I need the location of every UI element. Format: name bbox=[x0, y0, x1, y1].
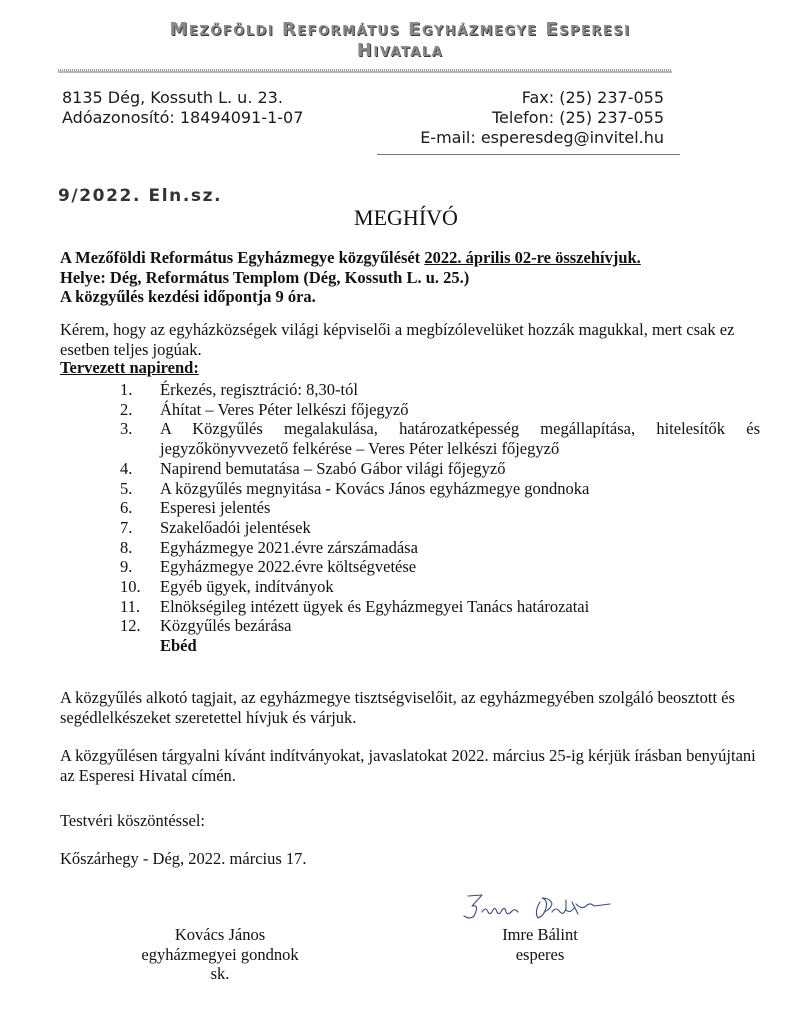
agenda-item-number: 1. bbox=[120, 380, 133, 399]
agenda-item-text: Szakelőadói jelentések bbox=[160, 517, 311, 537]
agenda-item-number: 10. bbox=[120, 577, 141, 597]
agenda-item bbox=[120, 380, 760, 400]
agenda-item bbox=[120, 459, 760, 479]
agenda-list bbox=[120, 380, 760, 656]
signatory-right bbox=[440, 925, 640, 964]
handwritten-signature bbox=[460, 890, 620, 924]
agenda-item bbox=[120, 518, 760, 538]
agenda-item-number: 12. bbox=[120, 616, 141, 636]
announcement-text: A Mezőföldi Református Egyházmegye közgyűlését bbox=[60, 248, 425, 267]
agenda-item-number: 7. bbox=[120, 517, 133, 537]
signatory-left-role: egyházmegyei gondnok bbox=[141, 944, 299, 964]
address: 8135 Dég, Kossuth L. u. 23. bbox=[62, 88, 283, 107]
request-paragraph: Kérem, hogy az egyházközségek világi képviselői a megbízólevelüket hozzák magukkal, mert csak ez esetben teljes jogúak. bbox=[60, 320, 735, 359]
signatory-left-note: sk. bbox=[210, 964, 230, 983]
document-title: MEGHÍVÓ bbox=[354, 205, 458, 230]
email: E-mail: esperesdeg@invitel.hu bbox=[420, 128, 664, 147]
contact-divider bbox=[377, 154, 680, 155]
invitation-paragraph: A közgyűlés alkotó tagjait, az egyházmegye tisztségviselőit, az egyházmegyében szolgáló beosztott és segédlelkészeket szeretettel hívjuk és várjuk. bbox=[60, 688, 735, 727]
agenda-item bbox=[120, 616, 760, 636]
agenda-item-number: 5. bbox=[120, 478, 133, 498]
meeting-date: 2022. április 02-re összehívjuk. bbox=[424, 248, 641, 267]
agenda-item-text: Napirend bemutatása – Szabó Gábor világi főjegyző bbox=[160, 458, 506, 478]
agenda-item-text: Áhítat – Veres Péter lelkészi főjegyző bbox=[160, 399, 409, 419]
letterhead-divider bbox=[58, 69, 672, 73]
agenda-item-number: 8. bbox=[120, 537, 133, 557]
agenda-item-text: Érkezés, regisztráció: 8,30-tól bbox=[160, 380, 358, 399]
meeting-announcement bbox=[60, 248, 760, 268]
agenda-item bbox=[120, 557, 760, 577]
agenda-item bbox=[120, 577, 760, 597]
agenda-item-text: Egyéb ügyek, indítványok bbox=[160, 577, 334, 597]
agenda-item-number: 11. bbox=[120, 596, 141, 616]
signatory-left-name: Kovács János bbox=[174, 925, 266, 944]
agenda-item-number: 6. bbox=[120, 498, 133, 518]
agenda-item-number: 9. bbox=[120, 557, 133, 577]
agenda-item-number: 2. bbox=[120, 399, 133, 419]
agenda-item-text: Egyházmegye 2022.évre költségvetése bbox=[160, 557, 417, 577]
signatory-right-name: Imre Bálint bbox=[502, 925, 578, 944]
agenda-item bbox=[120, 597, 760, 617]
agenda-item-text: Közgyűlés bezárása bbox=[160, 616, 292, 636]
fax: Fax: (25) 237-055 bbox=[521, 88, 664, 107]
agenda-item bbox=[120, 419, 760, 458]
agenda-item bbox=[120, 538, 760, 558]
letterhead-contact-left bbox=[62, 88, 303, 128]
signatory-right-role: esperes bbox=[515, 944, 565, 964]
agenda-item bbox=[120, 479, 760, 499]
agenda-item-text: A Közgyűlés megalakulása, határozatképesség megállapítása, hitelesítők és jegyzőkönyvvezető felkérése – Veres Péter lelkészi főjegyző bbox=[160, 419, 760, 459]
place-and-date: Kőszárhegy - Dég, 2022. március 17. bbox=[60, 849, 307, 868]
agenda-item bbox=[120, 400, 760, 420]
agenda-item-number: 4. bbox=[120, 458, 133, 478]
letterhead-title-line2: Hivatala bbox=[356, 40, 444, 61]
letterhead-title-line1: Mezőföldi Református Egyházmegye Esperesi bbox=[169, 19, 631, 40]
agenda-item-text: Egyházmegye 2021.évre zárszámadása bbox=[160, 537, 418, 557]
motions-paragraph: A közgyűlésen tárgyalni kívánt indítványokat, javaslatokat 2022. március 25-ig kérjük írásban benyújtani az Esperesi Hivatal címén. bbox=[60, 746, 756, 785]
letterhead-contact-right bbox=[380, 88, 664, 148]
agenda-item-text: Elnökségileg intézett ügyek és Egyházmegyei Tanács határozatai bbox=[160, 596, 590, 616]
agenda-heading: Tervezett napirend: bbox=[60, 358, 199, 377]
greeting: Testvéri köszöntéssel: bbox=[60, 811, 206, 830]
agenda-item-text: A közgyűlés megnyitása - Kovács János egyházmegye gondnoka bbox=[160, 478, 590, 498]
agenda-item-text: Esperesi jelentés bbox=[160, 498, 271, 518]
reference-number: 9/2022. Eln.sz. bbox=[58, 186, 223, 206]
phone: Telefon: (25) 237-055 bbox=[491, 108, 664, 127]
agenda-item bbox=[120, 498, 760, 518]
agenda-item-number: 3. bbox=[120, 419, 133, 439]
agenda-closing-item: Ebéd bbox=[160, 636, 197, 656]
signatory-left bbox=[100, 925, 340, 984]
meeting-details bbox=[60, 248, 760, 307]
meeting-start-time: A közgyűlés kezdési időpontja 9 óra. bbox=[60, 287, 316, 306]
meeting-location: Helye: Dég, Református Templom (Dég, Kossuth L. u. 25.) bbox=[60, 267, 470, 287]
tax-id: Adóazonosító: 18494091-1-07 bbox=[62, 108, 304, 127]
